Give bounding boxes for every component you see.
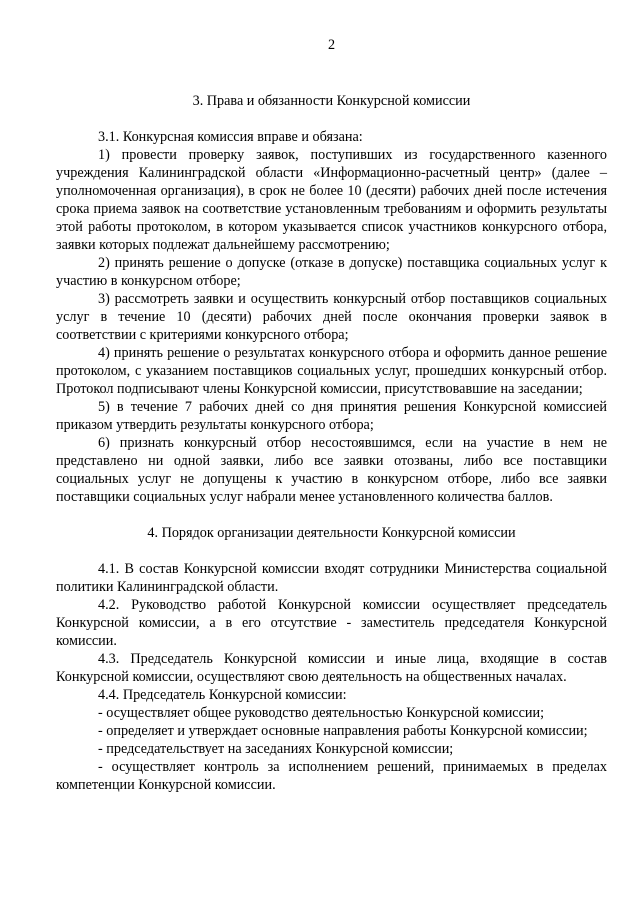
page-number: 2 [327, 37, 336, 53]
paragraph-3-1: 3.1. Конкурсная комиссия вправе и обязана: [98, 129, 363, 145]
section-4 [56, 524, 607, 794]
paragraph-4-1: 4.1. В состав Конкурсной комиссии входят сотрудники Министерства социальной политики Калининградской области. [56, 561, 607, 595]
paragraph-3-1-item-5: 5) в течение 7 рабочих дней со дня принятия решения Конкурсной комиссией приказом утвердить результаты конкурсного отбора; [56, 399, 607, 433]
section-3 [56, 92, 607, 506]
paragraph-3-1-item-2: 2) принять решение о допуске (отказе в допуске) поставщика социальных услуг к участию в конкурсном отборе; [56, 255, 607, 289]
paragraph-4-2: 4.2. Руководство работой Конкурсной комиссии осуществляет председатель Конкурсной комиссии, а в его отсутствие - заместитель председателя Конкурсной комиссии. [56, 597, 607, 649]
section-3-heading: 3. Права и обязанности Конкурсной комиссии [192, 93, 471, 109]
section-spacer [56, 506, 607, 524]
paragraph-4-4-item-2: - определяет и утверждает основные направления работы Конкурсной комиссии; [98, 723, 588, 739]
paragraph-4-4-item-1: - осуществляет общее руководство деятельностью Конкурсной комиссии; [98, 705, 545, 721]
paragraph-4-4-item-3: - председательствует на заседаниях Конкурсной комиссии; [98, 741, 454, 757]
paragraph-4-4: 4.4. Председатель Конкурсной комиссии: [98, 687, 347, 703]
section-4-heading: 4. Порядок организации деятельности Конкурсной комиссии [147, 525, 516, 541]
paragraph-3-1-item-3: 3) рассмотреть заявки и осуществить конкурсный отбор поставщиков социальных услуг в течение 10 (десяти) рабочих дней после окончания проверки заявок в соответствии с критериями конкурсного отбора; [56, 291, 607, 343]
paragraph-3-1-item-1: 1) провести проверку заявок, поступивших из государственного казенного учреждения Калининградской области «Информационно-расчетный центр» (далее – уполномоченная организация), в срок не более 10 (десяти) рабочих дней после истечения срока приема заявок на соответствие установленным требованиям и оформить результаты этой работы протоколом, в котором указывается список участников конкурсного отбора, заявки которых подлежат дальнейшему рассмотрению; [56, 147, 607, 253]
paragraph-3-1-item-4: 4) принять решение о результатах конкурсного отбора и оформить данное решение протоколом, с указанием поставщиков социальных услуг, прошедших конкурсный отбор. Протокол подписывают члены Конкурсной комиссии, присутствовавшие на заседании; [56, 345, 607, 397]
paragraph-4-3: 4.3. Председатель Конкурсной комиссии и иные лица, входящие в состав Конкурсной комиссии, осуществляют свою деятельность на общественных началах. [56, 651, 607, 685]
paragraph-3-1-item-6: 6) признать конкурсный отбор несостоявшимся, если на участие в нем не представлено ни одной заявки, либо все заявки отозваны, либо все поставщики социальных услуг не допущены к участию в конкурсном отборе, либо все заявки поставщики социальных услуг набрали менее установленного количества баллов. [56, 435, 607, 505]
paragraph-4-4-item-4: - осуществляет контроль за исполнением решений, принимаемых в пределах компетенции Конкурсной комиссии. [56, 759, 607, 793]
